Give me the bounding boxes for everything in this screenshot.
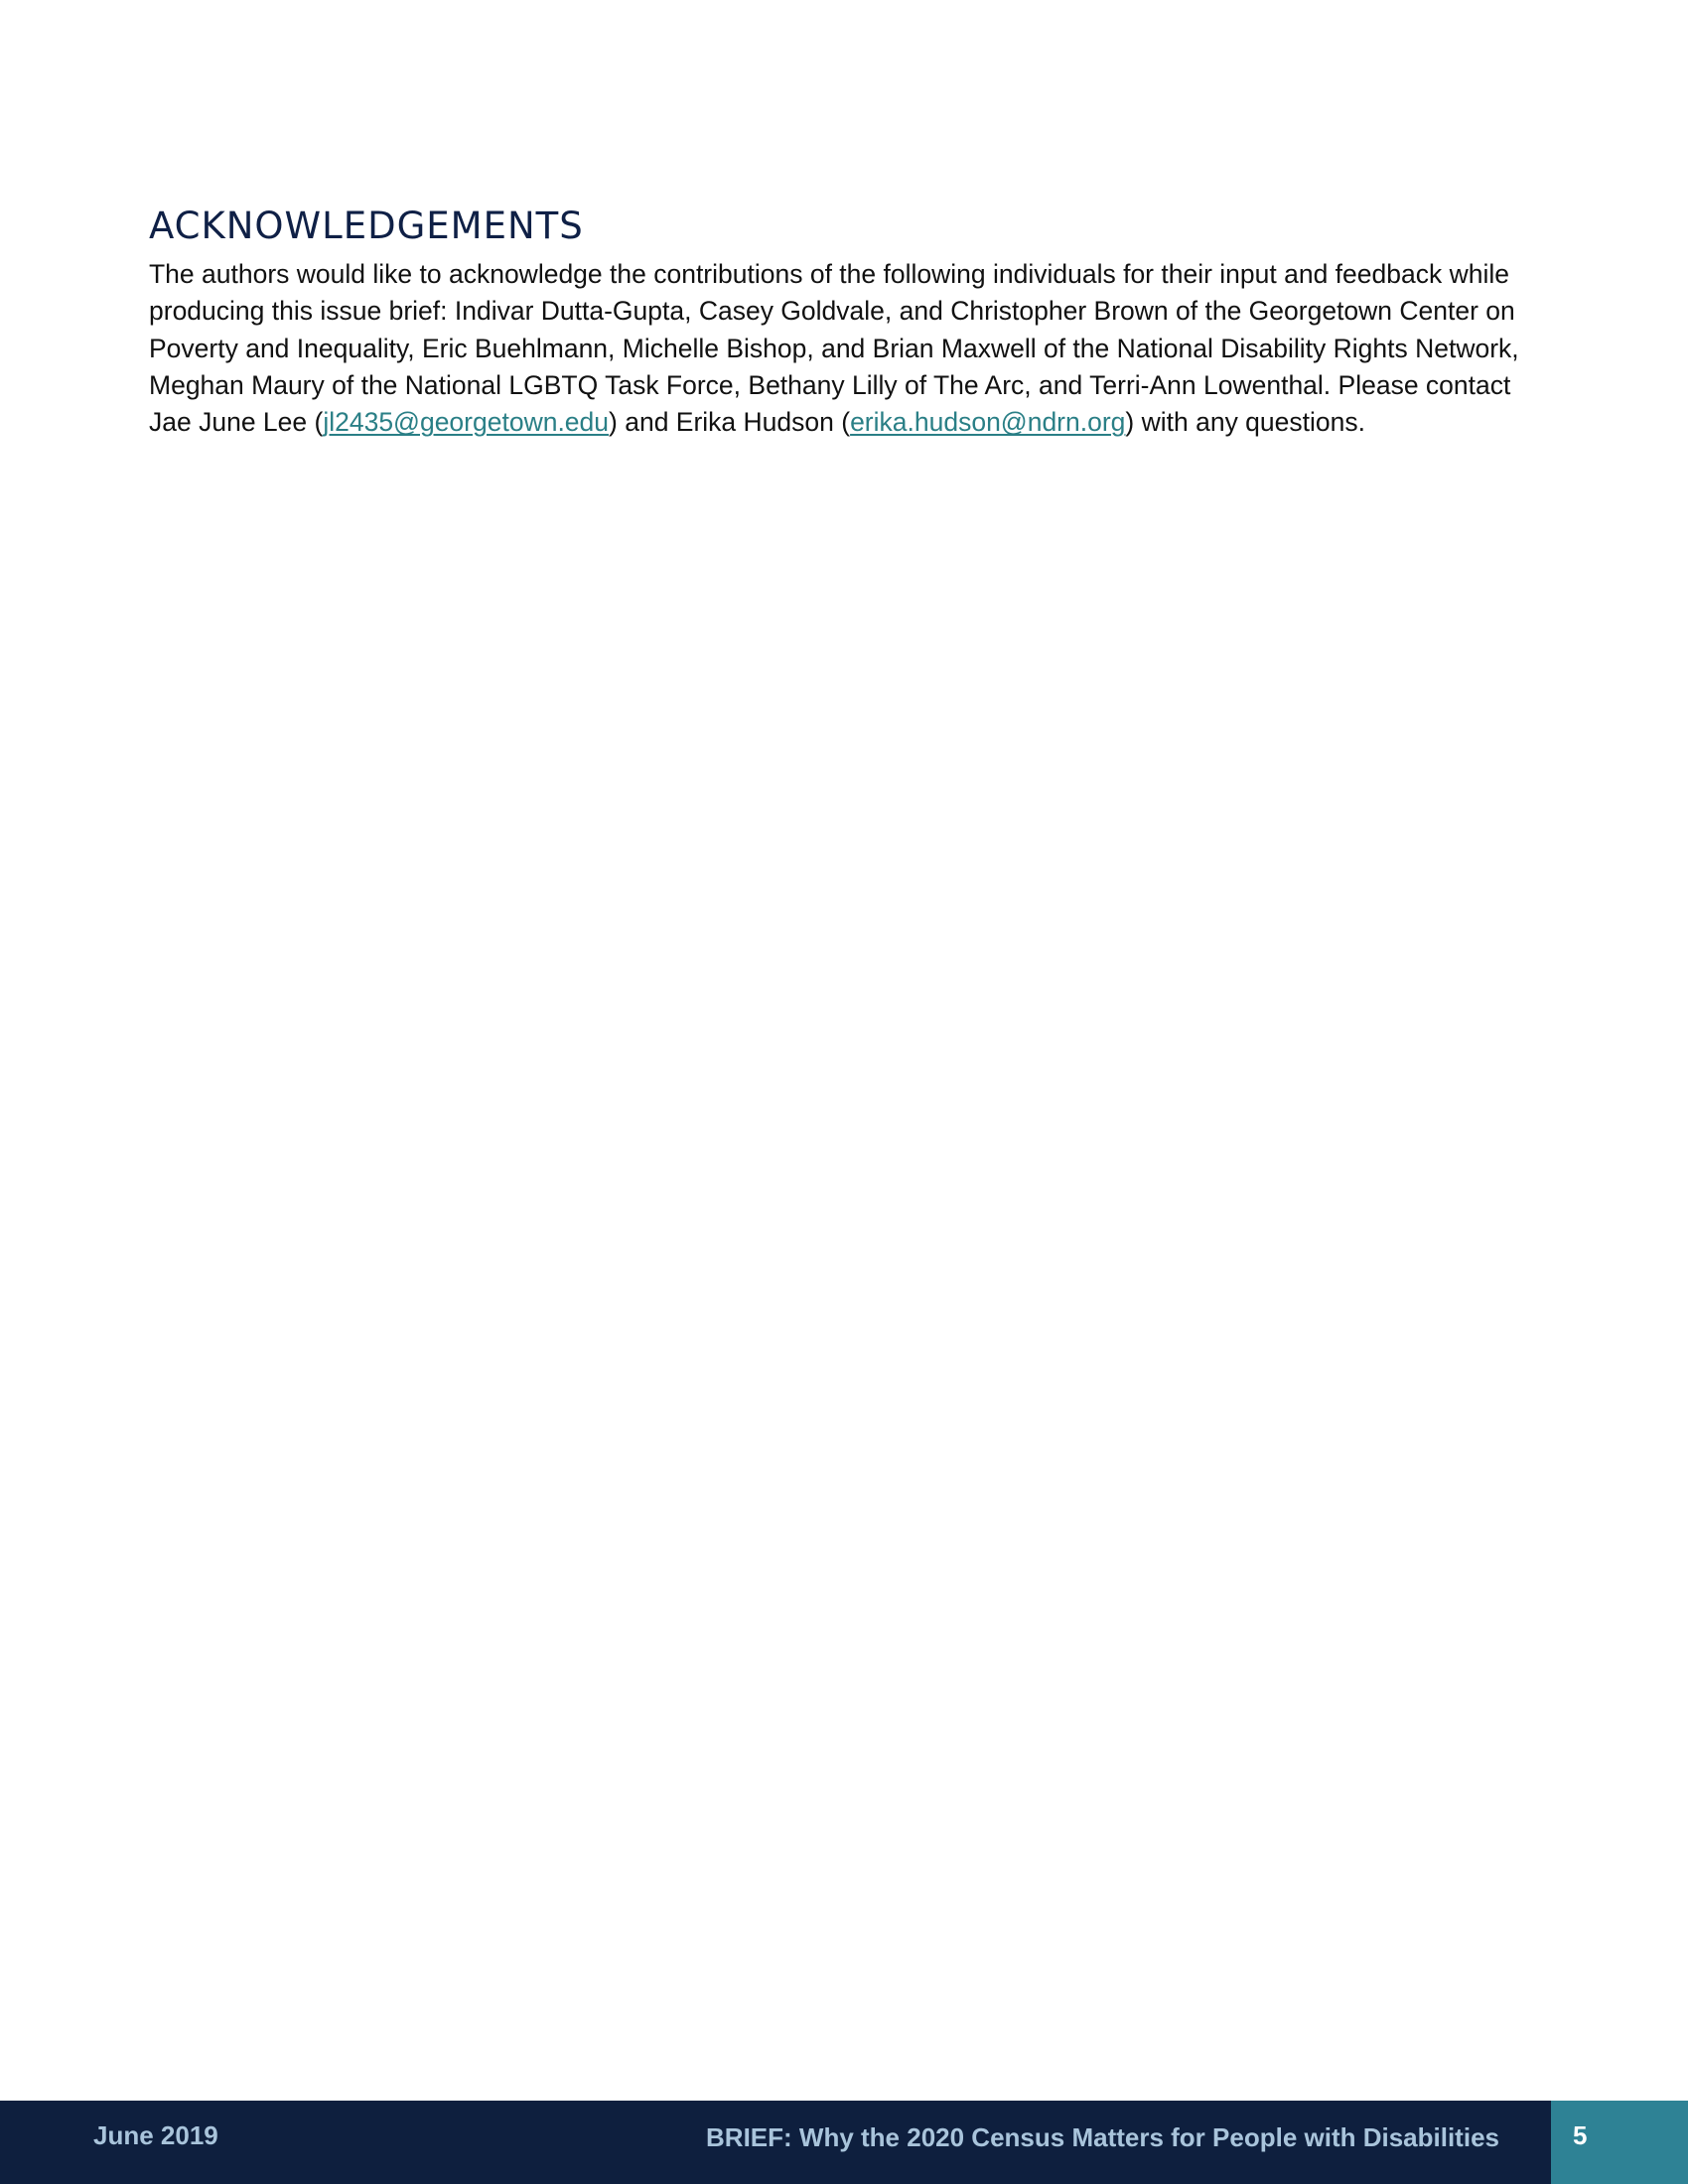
- page-number: 5: [1573, 2120, 1588, 2150]
- footer-brief-title: BRIEF: Why the 2020 Census Matters for People with Disabilities: [706, 2122, 1499, 2152]
- footer-date: June 2019: [93, 2120, 218, 2150]
- section-heading: ACKNOWLEDGEMENTS: [149, 205, 584, 247]
- page-footer: [0, 2101, 1688, 2184]
- email-link-jae-june-lee[interactable]: jl2435@georgetown.edu: [323, 407, 610, 438]
- acknowledgements-section: [149, 199, 1539, 441]
- email-link-erika-hudson[interactable]: erika.hudson@ndrn.org: [850, 407, 1126, 438]
- acknowledgements-paragraph: [149, 256, 1539, 441]
- page-number-box: [1551, 2101, 1688, 2184]
- paragraph-text-part-2: ) and Erika Hudson (: [609, 407, 851, 438]
- paragraph-text-part-3: ) with any questions.: [1125, 407, 1365, 438]
- paragraph-text-part-1: The authors would like to acknowledge the contributions of the following individuals for their input and feedback while producing this issue brief: Indivar Dutta-Gupta, Casey Goldvale, and Christopher Brown of the Georgetown Center on Poverty and Inequality, Eric Buehlmann, Michelle Bishop, and Brian Maxwell of the National Disability Rights Network, Meghan Maury of the National LGBTQ Task Force, Bethany Lilly of The Arc, and Terri-Ann Lowenthal. Please contact Jae June Lee (: [149, 259, 1519, 438]
